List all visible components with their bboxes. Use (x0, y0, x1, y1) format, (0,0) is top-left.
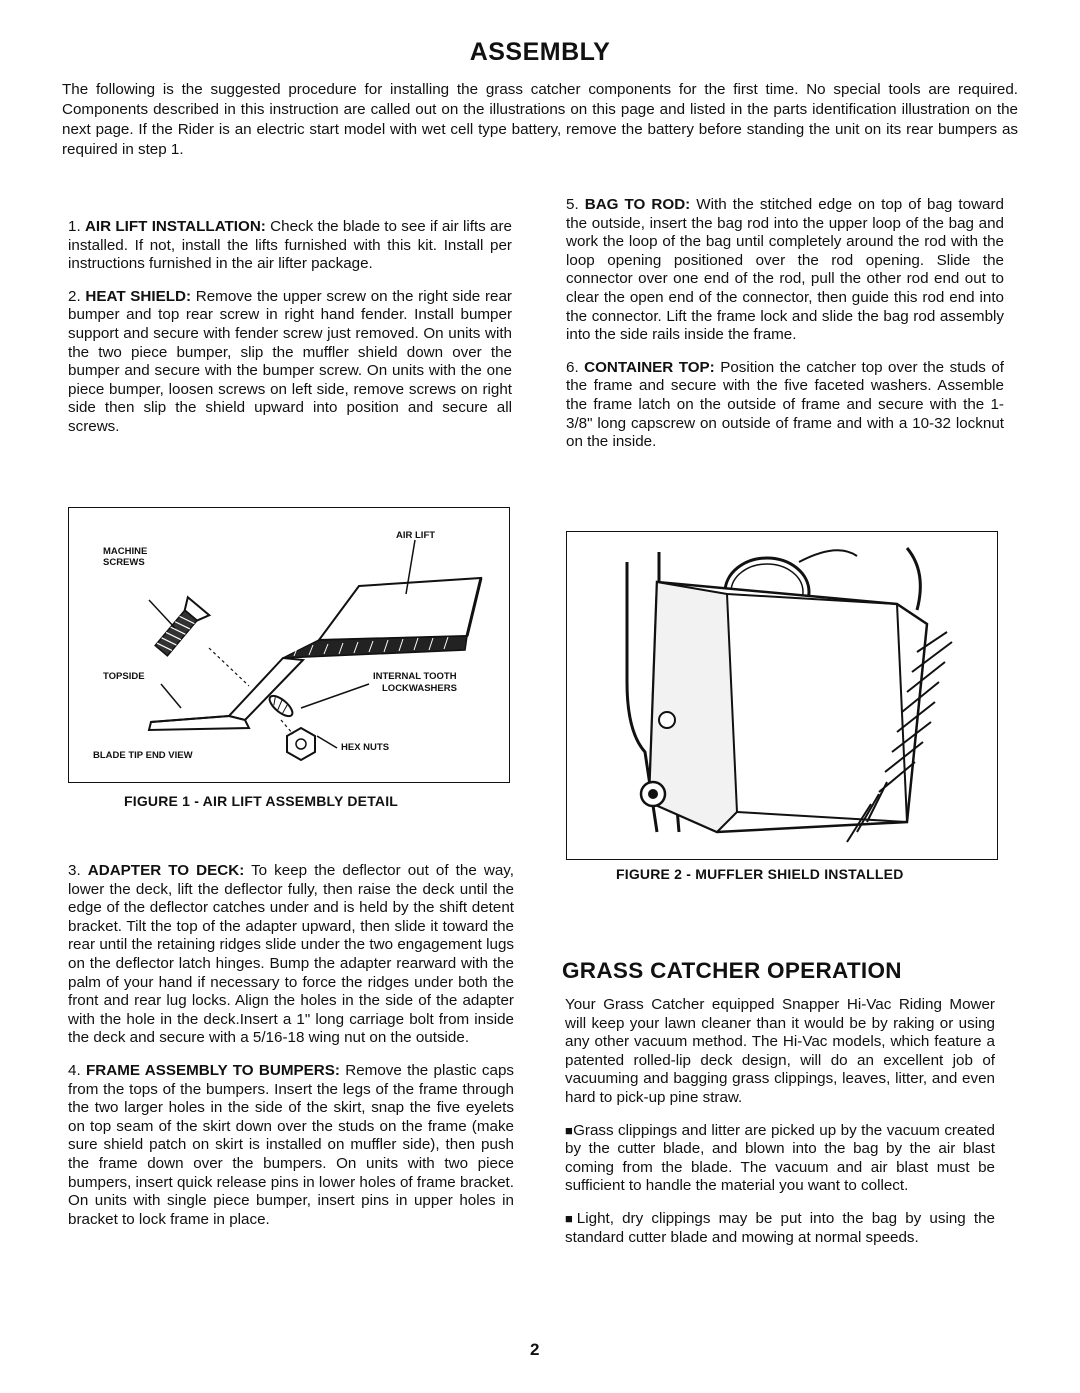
hex-nut-icon (287, 728, 315, 760)
step-6-number: 6. (566, 358, 579, 376)
label-topside: TOPSIDE (103, 671, 145, 682)
page-title: ASSEMBLY (469, 38, 611, 66)
label-blade-tip: BLADE TIP END VIEW (93, 750, 193, 761)
step-3-number: 3. (68, 862, 81, 879)
step-3 (68, 862, 514, 1048)
step-5 (566, 196, 1004, 345)
lockwasher-icon (266, 692, 295, 719)
left-column-top (68, 218, 512, 451)
label-lockwashers: LOCKWASHERS (382, 683, 457, 694)
operation-section (565, 996, 995, 1261)
figure-2-muffler-shield (566, 531, 998, 860)
step-4-heading: FRAME ASSEMBLY TO BUMPERS: (86, 1061, 340, 1079)
bullet-square-icon: ■ (565, 1210, 577, 1226)
bullet-square-icon: ■ (565, 1122, 574, 1138)
machine-screw-icon (151, 597, 210, 659)
label-screws: SCREWS (103, 557, 145, 568)
step-6-heading: CONTAINER TOP: (584, 358, 715, 376)
step-1-text: Check the blade to see if air lifts are installed. If not, install the lifts furnished with this kit. Install per instructions furnished in the air lifter package. (68, 218, 512, 273)
intro-paragraph: The following is the suggested procedure for installing the grass catcher components for the first time. No special tools are required. Components described in this instruction are called out on the illustrations on this page and listed in the parts identification illustration on the next page. If the Rider is an electric start model with wet cell type battery, remove the battery before standing the unit on its rear bumpers as required in step 1. (62, 81, 1018, 158)
label-internal-tooth: INTERNAL TOOTH (373, 671, 457, 682)
label-hex-nuts: HEX NUTS (341, 742, 390, 753)
blade-edge (283, 636, 467, 658)
bullet-2-text: Light, dry clippings may be put into the bag by using the standard cutter blade and mowing at normal speeds. (565, 1209, 995, 1246)
label-machine: MACHINE (103, 546, 148, 557)
section-heading-operation: GRASS CATCHER OPERATION (562, 958, 902, 983)
step-2 (68, 288, 512, 437)
label-air-lift: AIR LIFT (396, 530, 436, 541)
operation-bullet-1 (565, 1122, 995, 1196)
figure-1-air-lift-detail (68, 507, 510, 783)
air-lift-plate (319, 578, 481, 640)
step-1-heading: AIR LIFT INSTALLATION: (84, 218, 266, 235)
step-4-text: Remove the plastic caps from the tops of the bumpers. Insert the legs of the frame through the two larger holes in the side of the skirt, snap the five eyelets on top seam of the skirt down over the studs on the frame (make sure shield patch on skirt is installed on muffler side), then push the frame down over the bumpers. On units with two piece bumpers, insert quick release pins in lower holes of frame bracket. On units with single piece bumper, insert pins in upper holes in bracket to lock frame in place. (68, 1061, 514, 1228)
step-3-text: To keep the deflector out of the way, lower the deck, lift the deflector fully, then raise the deck until the edge of the deflector catches under and is held by the shift detent bracket. Tilt the top of the adapter upward, then slide it toward the rear until the retaining ridges slide under the two engagement lugs on the deflector latch hinges. Bump the adapter rearward with the palm of your hand if necessary to force the ridges under both the front and rear lug locks. Align the holes in the side of the adapter with the hole in the deck.Insert a 1" long carriage bolt from inside the deck and secure with a 5/16-18 wing nut on the outside. (68, 862, 514, 1047)
right-column-top (566, 196, 1004, 466)
bolt-icon (659, 712, 675, 728)
step-4 (68, 1062, 514, 1229)
operation-bullet-2 (565, 1210, 995, 1247)
step-5-number: 5. (566, 196, 579, 213)
figure-2-caption: FIGURE 2 - MUFFLER SHIELD INSTALLED (616, 866, 904, 882)
page-number: 2 (530, 1340, 540, 1359)
step-6-text: Position the catcher top over the studs of the frame and secure with the five faceted washers. Assemble the frame latch on the outside of frame and secure with the 1-3/8" long capscrew on outside of frame and with a 10-32 locknut on the inside. (566, 358, 1004, 451)
figure-1-caption: FIGURE 1 - AIR LIFT ASSEMBLY DETAIL (124, 793, 399, 809)
operation-paragraph: Your Grass Catcher equipped Snapper Hi-Vac Riding Mower will keep your lawn cleaner than it would be by raking or using any other vacuum method. The Hi-Vac models, which feature a patented rolled-lip deck design, will do an excellent job of vacuuming and bagging grass clippings, leaves, litter, and even hard to pick-up pine straw. (565, 996, 995, 1106)
step-2-number: 2. (68, 287, 81, 305)
muffler-shield-illustration (567, 532, 997, 859)
step-5-heading: BAG TO ROD: (584, 196, 691, 213)
left-column-bottom (68, 862, 514, 1243)
step-1-number: 1. (68, 218, 81, 235)
step-1 (68, 218, 512, 274)
bullet-1-text: Grass clippings and litter are picked up by the vacuum created by the cutter blade, and blown into the bag by the air blast coming from the blade. The vacuum and air blast must be sufficient to handle the material you want to collect. (565, 1121, 995, 1195)
step-3-heading: ADAPTER TO DECK: (87, 862, 245, 879)
step-2-heading: HEAT SHIELD: (85, 287, 192, 305)
step-2-text: Remove the upper screw on the right side rear bumper and top rear screw in right hand fender. Install bumper support and secure with fender screw just removed. On units with the two piece bumper, slip the muffler shield down over the bumper and secure with the bumper screw. On units with the one piece bumper, loosen screws on left side, remove screws on right side then slip the shield upward into position and secure all screws. (68, 287, 512, 435)
step-4-number: 4. (68, 1061, 81, 1079)
step-6 (566, 359, 1004, 452)
step-5-text: With the stitched edge on top of bag toward the outside, insert the bag rod into the upper loop of the bag and work the loop of the bag until completely around the rod with the loop opening positioned over the rod opening. Slide the connector over one end of the rod, pull the other rod end out to clear the open end of the connector, then guide this rod end into the connector. Lift the frame lock and slide the bag rod assembly into the side rails inside the frame. (566, 196, 1004, 344)
